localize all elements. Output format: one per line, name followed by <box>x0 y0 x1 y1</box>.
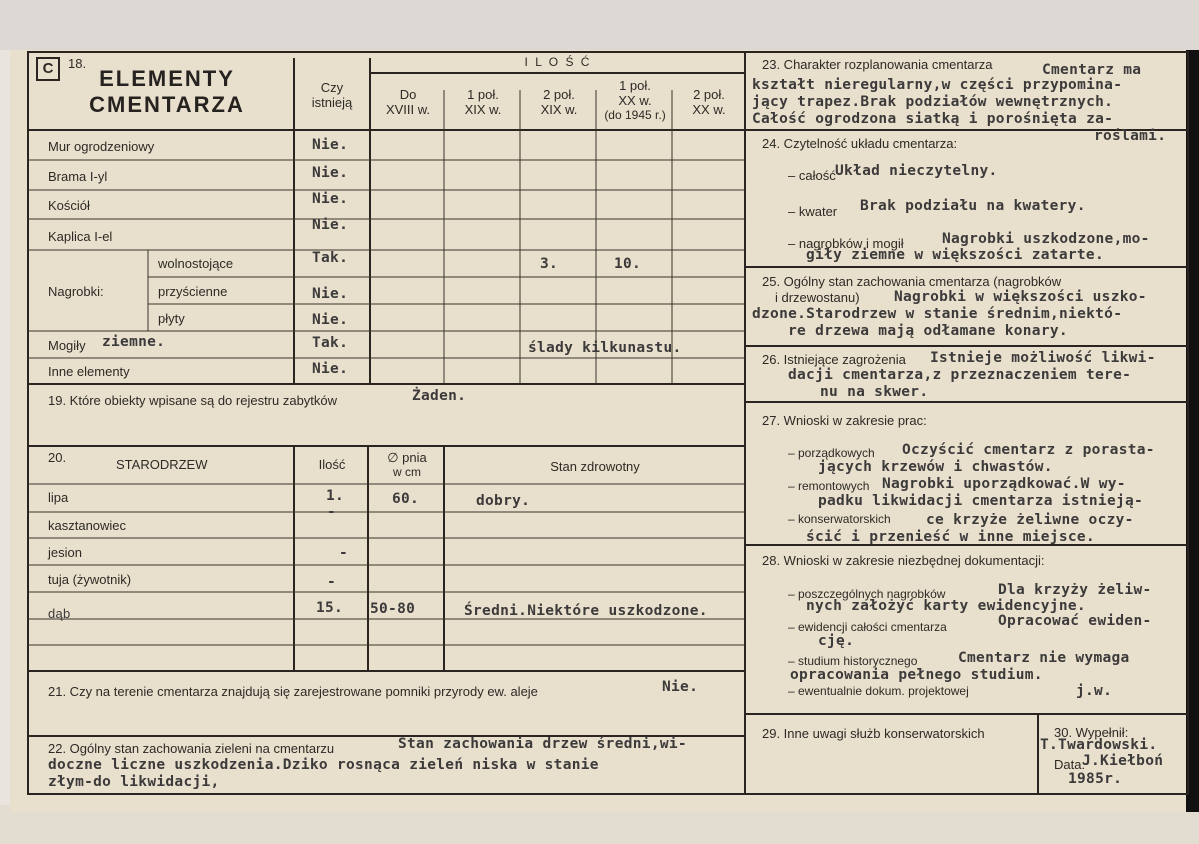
s23-label: 23. Charakter rozplanowania cmentarza <box>762 57 993 72</box>
row-mogily-label: Mogiły <box>48 338 86 353</box>
tree-row-lipa-dia: 60. <box>392 491 420 507</box>
s28-ewid-line2: cję. <box>818 633 855 649</box>
s28-label: 28. Wnioski w zakresie niezbędnej dokumentacji: <box>762 553 1045 568</box>
row-mur-czy: Nie. <box>312 137 349 153</box>
row-plyty-label: płyty <box>158 311 185 326</box>
s26-label: 26. Istniejące zagrożenia <box>762 352 906 367</box>
row-wolnostojace-label: wolnostojące <box>158 256 234 271</box>
s25-line2: dzone.Starodrzew w stanie średnim,niektó- <box>752 306 1123 322</box>
s27-porz-line1: Oczyścić cmentarz z porasta- <box>902 442 1155 458</box>
s27-kons-label: – konserwatorskich <box>788 512 891 526</box>
s20-number: 20. <box>48 450 67 465</box>
period-1-line1: Do <box>399 87 417 102</box>
s24-kwater-label: – kwater <box>788 204 838 219</box>
s27-rem-line1: Nagrobki uporządkować.W wy- <box>882 476 1126 492</box>
s20-col-stan: Stan zdrowotny <box>550 459 640 474</box>
s22-label: 22. Ogólny stan zachowania zieleni na cmentarzu <box>48 741 335 756</box>
tree-row-dab-name: dąb <box>48 606 71 621</box>
s25-line3: re drzewa mają odłamane konary. <box>788 323 1068 339</box>
tree-row-lipa-qty: 1. <box>326 488 345 504</box>
s20-title: STARODRZEW <box>116 457 208 472</box>
s20-col-ilosc: Ilość <box>318 457 346 472</box>
tree-row-dab-state: Średni.Niektóre uszkodzone. <box>464 603 708 619</box>
s26-line3: nu na skwer. <box>820 384 929 400</box>
s24-nagrobkow-line2: giły ziemne w większości zatarte. <box>806 247 1104 263</box>
s28-posz-line2: nych założyć karty ewidencyjne. <box>806 598 1086 614</box>
row-nagrobki-label: Nagrobki: <box>48 284 104 299</box>
row-inne-czy: Nie. <box>312 361 349 377</box>
s29-label: 29. Inne uwagi służb konserwatorskich <box>762 726 985 741</box>
s26-line2: dacji cmentarza,z przeznaczeniem tere- <box>788 367 1132 383</box>
period-5-line2: XX w. <box>692 102 726 117</box>
card-code-box: C <box>36 57 60 81</box>
row-wolnostojace-czy: Tak. <box>312 250 349 266</box>
s24-calosc-value: Układ nieczytelny. <box>835 163 998 179</box>
tree-row-kasztanowiec-qty: - <box>327 504 337 520</box>
s23-line1: Cmentarz ma <box>1042 62 1142 78</box>
s30-name: T.Twardowski. <box>1040 737 1158 753</box>
row-mogily-czy: Tak. <box>312 335 349 351</box>
elements-title-line1: ELEMENTY <box>99 66 235 91</box>
s23-line4: Całość ogrodzona siatką i porośnięta za- <box>752 111 1114 127</box>
period-1-line2: XVIII w. <box>385 102 431 117</box>
col-czy-line1: Czy <box>320 80 344 95</box>
tree-row-kasztanowiec-name: kasztanowiec <box>48 518 127 533</box>
period-4-line1: 1 poł. <box>619 78 651 93</box>
col-czy-line2: istnieją <box>311 95 353 110</box>
s20-col-pien-line1: ∅ pnia <box>387 450 427 465</box>
s30-year: 1985r. <box>1068 771 1123 787</box>
s22-line3: złym-do likwidacji, <box>48 774 220 790</box>
tree-row-lipa-name: lipa <box>48 490 69 505</box>
s25-label-line2: i drzewostanu) <box>775 290 860 305</box>
tree-row-dab-qty: 15. <box>316 600 344 616</box>
period-4-line3: (do 1945 r.) <box>604 108 666 122</box>
s23-line3: jący trapez.Brak podziałów wewnętrznych. <box>752 94 1114 110</box>
row-kaplica-czy: Nie. <box>312 217 349 233</box>
period-4-line2: XX w. <box>618 93 652 108</box>
s28-ewid-line1: Opracować ewiden- <box>998 613 1152 629</box>
section-18-number: 18. <box>68 56 87 71</box>
s24-nagrobkow-label: – nagrobków i mogił <box>788 236 904 251</box>
row-inne-label: Inne elementy <box>48 364 130 379</box>
row-plyty-czy: Nie. <box>312 312 349 328</box>
period-5-line1: 2 poł. <box>693 87 725 102</box>
s24-calosc-label: – całość <box>788 168 836 183</box>
elements-title-line2: CMENTARZA <box>89 92 245 117</box>
s23-line2: kształt nieregularny,w części przypomina- <box>752 77 1123 93</box>
s28-proj-label: – ewentualnie dokum. projektowej <box>788 684 969 698</box>
row-kosciol-czy: Nie. <box>312 191 349 207</box>
row-wolnostojace-2pol-xix: 3. <box>540 256 559 272</box>
s27-porz-label: – porządkowych <box>788 446 875 460</box>
tree-row-dab-dia: 50-80 <box>370 601 416 617</box>
s26-line1: Istnieje możliwość likwi- <box>930 350 1156 366</box>
s27-rem-label: – remontowych <box>788 479 870 493</box>
s24-nagrobkow-line1: Nagrobki uszkodzone,mo- <box>942 231 1150 247</box>
s24-kwater-value: Brak podziału na kwatery. <box>860 198 1086 214</box>
tree-row-jesion-name: jesion <box>48 545 82 560</box>
s28-ewid-label: – ewidencji całości cmentarza <box>788 620 947 634</box>
s25-line1: Nagrobki w większości uszko- <box>894 289 1147 305</box>
tree-row-tuja-name: tuja (żywotnik) <box>48 572 132 587</box>
s20-col-pien-line2: w cm <box>393 465 421 479</box>
row-przyscienne-label: przyścienne <box>158 284 228 299</box>
row-wolnostojace-1pol-xx: 10. <box>614 256 642 272</box>
s24-label: 24. Czytelność układu cmentarza: <box>762 136 958 151</box>
s19-label: 19. Które obiekty wpisane są do rejestru zabytków <box>48 393 338 408</box>
s28-proj-value: j.w. <box>1076 683 1113 699</box>
s27-rem-line2: padku likwidacji cmentarza istnieją- <box>818 493 1144 509</box>
s21-label: 21. Czy na terenie cmentarza znajdują się zarejestrowane pomniki przyrody ew. aleje <box>48 684 538 699</box>
tree-row-tuja-qty: - <box>327 574 337 590</box>
s30-label: 30. Wypełnił: <box>1054 725 1129 740</box>
s22-line2: doczne liczne uszkodzenia.Dziko rosnąca zieleń niska w stanie <box>48 757 599 773</box>
period-3-line2: XIX w. <box>540 102 578 117</box>
row-mogily-ilosc: ślady kilkunastu. <box>528 340 682 356</box>
period-2-line2: XIX w. <box>464 102 502 117</box>
s27-label: 27. Wnioski w zakresie prac: <box>762 413 927 428</box>
row-mur-label: Mur ogrodzeniowy <box>48 139 155 154</box>
s23-line5: roślami. <box>1094 128 1167 144</box>
s28-posz-line1: Dla krzyży żeliw- <box>998 582 1152 598</box>
period-3-line1: 2 poł. <box>543 87 575 102</box>
s30-data-name: J.Kiełboń <box>1082 753 1164 769</box>
s30-data-label: Data: <box>1054 757 1086 772</box>
s27-porz-line2: jących krzewów i chwastów. <box>818 459 1053 475</box>
s19-value: Żaden. <box>412 388 467 404</box>
ilosc-header: I L O Ś Ć <box>524 55 592 69</box>
period-2-line1: 1 poł. <box>467 87 499 102</box>
row-mogily-note: ziemne. <box>102 334 166 350</box>
row-brama-czy: Nie. <box>312 165 349 181</box>
tree-row-jesion-qty: - <box>339 545 349 561</box>
s27-kons-line1: ce krzyże żeliwne oczy- <box>926 512 1134 528</box>
s27-kons-line2: ścić i przenieść w inne miejsce. <box>806 529 1095 545</box>
s28-stud-line2: opracowania pełnego studium. <box>790 667 1043 683</box>
row-przyscienne-czy: Nie. <box>312 286 349 302</box>
s21-value: Nie. <box>662 679 699 695</box>
row-kosciol-label: Kościół <box>48 198 90 213</box>
tree-row-lipa-state: dobry. <box>476 493 531 509</box>
s25-label-line1: 25. Ogólny stan zachowania cmentarza (nagrobków <box>762 274 1062 289</box>
s28-stud-line1: Cmentarz nie wymaga <box>958 650 1130 666</box>
s28-posz-label: – poszczególnych nagrobków <box>788 587 946 601</box>
row-kaplica-label: Kaplica I-el <box>48 229 113 244</box>
s28-stud-label: – studium historycznego <box>788 654 918 668</box>
s22-line1: Stan zachowania drzew średni,wi- <box>398 736 687 752</box>
row-brama-label: Brama I-yl <box>48 169 108 184</box>
